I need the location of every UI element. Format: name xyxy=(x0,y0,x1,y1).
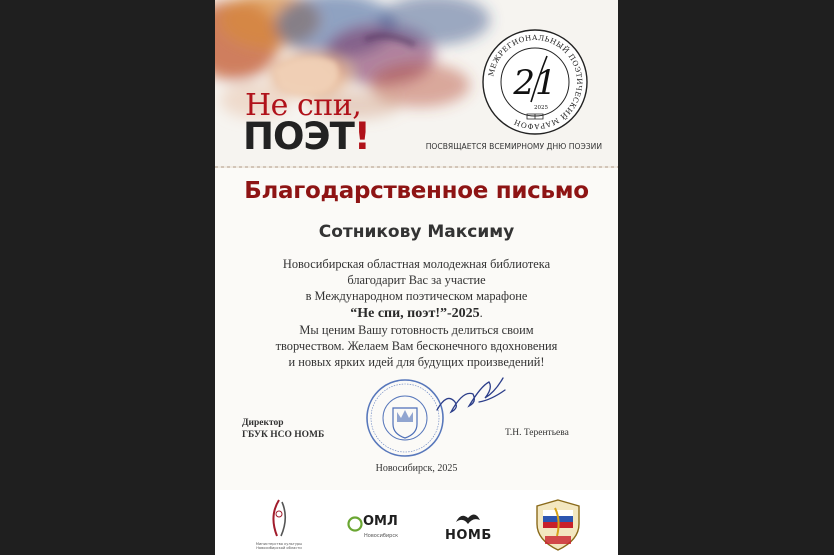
closing-line: Мы ценим Вашу готовность делиться своим xyxy=(299,322,534,337)
header-divider xyxy=(215,166,618,168)
oml-text: ОМЛ xyxy=(363,514,398,529)
signer-name: Т.Н. Терентьева xyxy=(505,428,569,438)
event-logo-exclamation: ! xyxy=(353,115,370,158)
event-logo-line2 xyxy=(243,115,370,158)
quill-monogram-seal-icon xyxy=(481,28,589,136)
seal-monogram: 21 xyxy=(513,63,557,103)
writers-union-shield-icon xyxy=(533,498,583,552)
signer-organization: ГБУК НСО НОМБ xyxy=(242,430,325,440)
closing-line: творчеством. Желаем Вам бесконечного вдохновения xyxy=(275,339,558,354)
signer-position: Директор xyxy=(242,418,284,428)
event-name: “Не спи, поэт!”-2025 xyxy=(350,305,480,321)
body-line: благодарит Вас за участие xyxy=(347,273,486,288)
ministry-of-culture-logo-icon xyxy=(249,496,309,554)
ministry-caption-line2: Новосибирской области xyxy=(256,546,302,551)
nomb-text: НОМБ xyxy=(445,528,492,543)
event-logo-word: ПОЭТ xyxy=(243,115,354,158)
dedication-caption: ПОСВЯЩАЕТСЯ ВСЕМИРНОМУ ДНЮ ПОЭЗИИ xyxy=(425,142,602,151)
partner-logos xyxy=(215,490,618,555)
seal-year: 2025 xyxy=(534,105,548,111)
ministry-caption-line1: Министерство культуры xyxy=(255,542,303,546)
event-line xyxy=(225,305,608,322)
letter-body xyxy=(225,256,608,370)
letter-header xyxy=(215,0,618,168)
recipient-name: Сотникову Максиму xyxy=(318,222,515,242)
event-suffix: . xyxy=(479,305,483,320)
place-date: Новосибирск, 2025 xyxy=(375,463,458,474)
nomb-library-logo-icon xyxy=(443,508,493,546)
body-line: Новосибирская областная молодежная библиотека xyxy=(282,257,551,271)
handwritten-signature xyxy=(433,372,513,422)
signer-title xyxy=(242,417,324,441)
body-line: в Международном поэтическом марафоне xyxy=(305,289,528,304)
certificate-letter xyxy=(215,0,618,555)
oml-caption: Новосибирск xyxy=(364,533,399,539)
oml-library-logo-icon xyxy=(347,512,407,544)
document-title: Благодарственное письмо xyxy=(244,178,589,204)
seal-ring-text: МЕЖРЕГИОНАЛЬНЫЙ ПОЭТИЧЕСКИЙ МАРАФОН xyxy=(486,32,585,132)
closing-line: и новых ярких идей для будущих произведений! xyxy=(288,355,545,370)
event-logo-line1: Не спи, xyxy=(245,88,362,123)
